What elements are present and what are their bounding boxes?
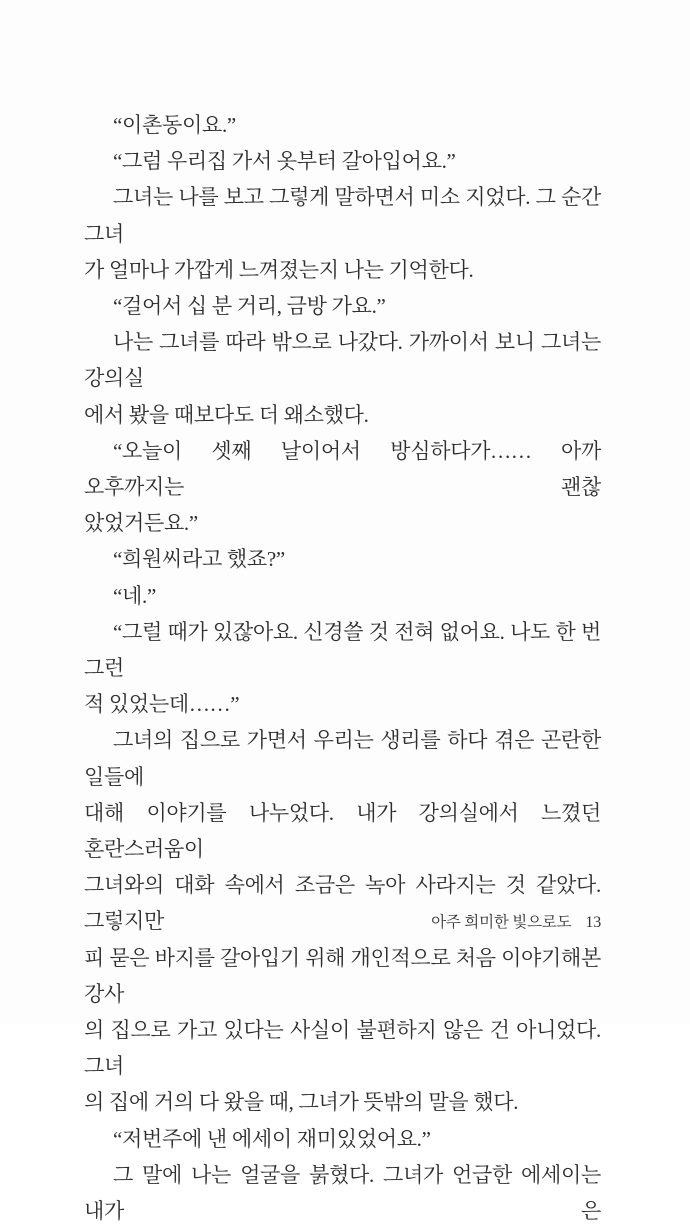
text-line: 그녀는 나를 보고 그렇게 말하면서 미소 지었다. 그 순간 그녀 [84, 185, 606, 246]
text-line: “걸어서 십 분 거리, 금방 가요.” [113, 294, 386, 319]
text-line: 나는 그녀를 따라 밖으로 나갔다. 가까이서 보니 그녀는 강의실 [84, 330, 606, 391]
text-line: “희원씨라고 했죠?” [113, 547, 285, 572]
text-line: “그럼 우리집 가서 옷부터 갈아입어요.” [113, 149, 456, 174]
text-line: 의 집으로 가고 있다는 사실이 불편하지 않은 건 아니었다. 그녀 [84, 1018, 606, 1079]
text-line: “오늘이 셋째 날이어서 방심하다가…… 아까 오후까지는 괜찮 [84, 438, 606, 500]
running-title: 아주 희미한 빛으로도 [431, 914, 572, 931]
text-line: 대해 이야기를 나누었다. 내가 강의실에서 느꼈던 혼란스러움이 [84, 800, 606, 862]
text-lines [84, 107, 606, 1229]
page-footer [431, 912, 601, 934]
text-line: 그녀와의 대화 속에서 조금은 녹아 사라지는 것 같았다. 그렇지만 [84, 873, 606, 934]
text-line: 적 있었는데……” [84, 692, 240, 717]
text-line: “저번주에 낸 에세이 재미있었어요.” [113, 1126, 431, 1151]
text-line: “이촌동이요.” [113, 113, 236, 137]
text-line: “네.” [113, 583, 156, 608]
text-line: 가 얼마나 가깝게 느껴졌는지 나는 기억한다. [84, 257, 474, 282]
page-number: 13 [585, 914, 601, 931]
text-line: 피 묻은 바지를 갈아입기 위해 개인적으로 처음 이야기해본 강사 [84, 945, 606, 1006]
text-line: 그녀의 집으로 가면서 우리는 생리를 하다 겪은 곤란한 일들에 [84, 728, 606, 789]
text-line: 그 말에 나는 얼굴을 붉혔다. 그녀가 언급한 에세이는 내가 은 [84, 1162, 606, 1224]
text-line: 에서 봤을 때보다도 더 왜소했다. [84, 402, 369, 427]
text-line: 았었거든요.” [84, 511, 198, 536]
text-line: “그럴 때가 있잖아요. 신경쓸 것 전혀 없어요. 나도 한 번 그런 [84, 619, 606, 681]
text-line: 의 집에 거의 다 왔을 때, 그녀가 뜻밖의 말을 했다. [84, 1090, 519, 1115]
